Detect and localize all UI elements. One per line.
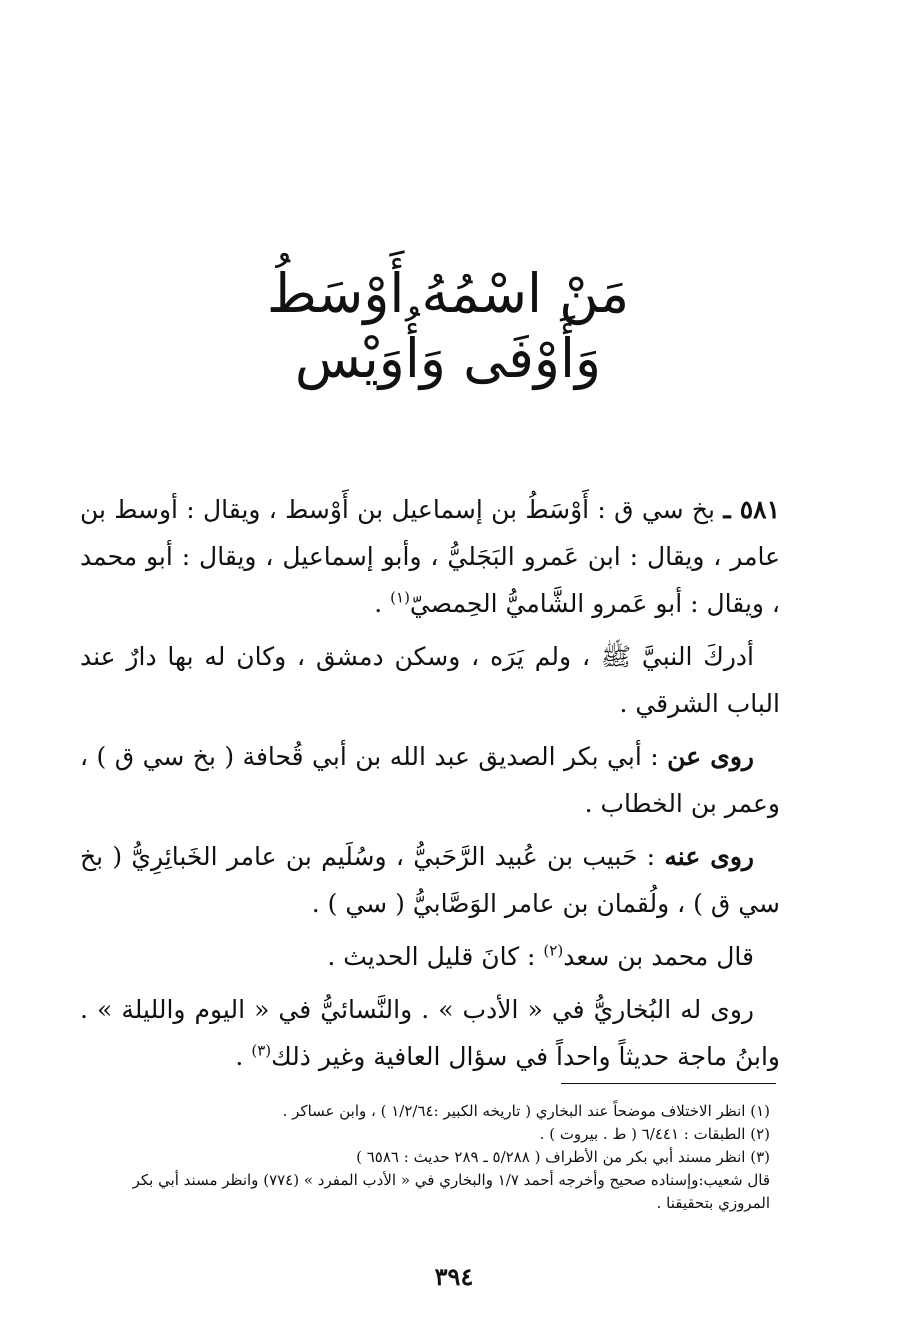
paragraph-narrated-for — [80, 986, 780, 1080]
narrated-from-text: : أبي بكر الصديق عبد الله بن أبي قُحافة ( بخ سي ق ) ، وعمر بن الخطاب . — [80, 742, 780, 818]
footnote-divider — [561, 1083, 776, 1084]
footnote-3-continued: قال شعيب:وإسناده صحيح وأخرجه أحمد ١/٧ والبخاري في « الأدب المفرد » (٧٧٤) وانظر مسند أبي بكر المروزي بتحقيقنا . — [132, 1171, 770, 1212]
paragraph-2: أدركَ النبيَّ ﷺ ، ولم يَرَه ، وسكن دمشق ، وكان له بها دارٌ عند الباب الشرقي . — [80, 642, 780, 718]
footnote-3: (٣) انظر مسند أبي بكر من الأطراف ( ٥/٢٨٨ ـ ٢٨٩ حديث : ٦٥٨٦ ) — [356, 1148, 770, 1166]
narrated-from-label: روى عن — [667, 742, 754, 771]
footnotes — [80, 1100, 770, 1215]
footnote-1: (١) انظر الاختلاف موضحاً عند البخاري ( تاريخه الكبير :١/٢/٦٤ ) ، وابن عساكر . — [282, 1102, 770, 1120]
narrated-for-text: روى له البُخاريُّ في « الأدب » . والنَّسائيُّ في « اليوم والليلة » . وابنُ ماجة حديثاً واحداً في سؤال العافية وغير ذلك — [80, 995, 780, 1071]
page-number: ٣٩٤ — [434, 1262, 474, 1291]
narrated-for-end: . — [235, 1042, 252, 1071]
paragraph-narrated-from — [80, 733, 780, 827]
paragraph-narrated-by — [80, 833, 780, 927]
entry-intro-end: . — [374, 589, 391, 618]
entry-intro — [80, 486, 780, 627]
entry-intro-text: بخ سي ق : أَوْسَطُ بن إسماعيل بن أَوْسط ، ويقال : أوسط بن عامر ، ويقال : ابن عَمرو البَجَليُّ ، وأبو إسماعيل ، ويقال : أبو محمد ، ويقال : أبو عَمرو الشَّاميُّ الحِمصيّ — [80, 495, 780, 618]
footnote-ref-3[interactable]: (٣) — [251, 1041, 272, 1060]
ibn-saad-text: قال محمد بن سعد — [563, 942, 754, 971]
paragraph-ibn-saad — [80, 933, 780, 980]
narrated-by-label: روى عنه — [664, 842, 754, 871]
entry-number: ٥٨١ ـ — [723, 495, 781, 524]
footnote-2: (٢) الطبقات : ٦/٤٤١ ( ط . بيروت ) . — [539, 1125, 770, 1143]
narrated-by-text: : حَبيب بن عُبيد الرَّحَبيُّ ، وسُلَيم بن عامر الخَبائِرِيُّ ( بخ سي ق ) ، ولُقمان بن عامر الوَصَّابيُّ ( سي ) . — [80, 842, 780, 918]
entry-body — [80, 486, 780, 1086]
ibn-saad-quote: : كانَ قليل الحديث . — [327, 942, 544, 971]
footnote-ref-1[interactable]: (١) — [390, 588, 410, 607]
chapter-title: مَنْ اسْمُهُ أَوْسَطُ وَأَوْفَى وَأُوَيْس — [266, 262, 630, 390]
footnote-ref-2[interactable]: (٢) — [543, 941, 564, 960]
